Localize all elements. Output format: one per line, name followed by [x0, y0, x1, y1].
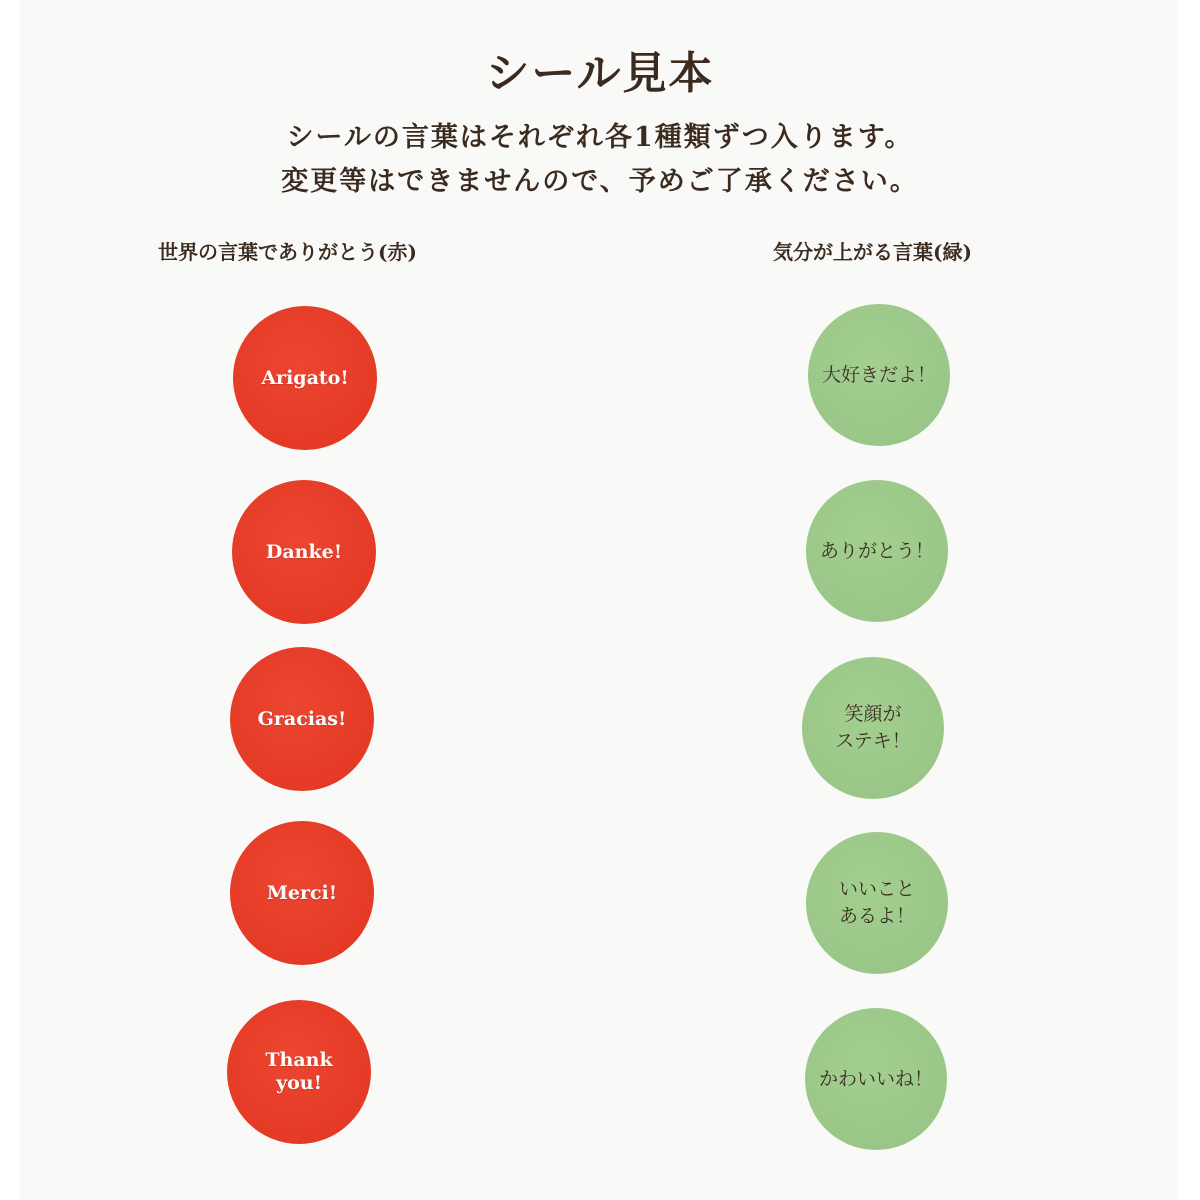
green-sticker-egao — [802, 657, 944, 799]
sticker-label: 大好きだよ！ — [821, 363, 936, 386]
green-column-heading: 気分が上がる言葉(緑) — [773, 240, 972, 264]
subtitle-line-1: シールの言葉はそれぞれ各1種類ずつ入ります。 — [286, 122, 914, 153]
green-sticker-kawaii — [805, 1008, 947, 1150]
red-column-heading: 世界の言葉でありがとう(赤) — [158, 240, 417, 264]
red-sticker-merci — [230, 821, 374, 965]
sticker-label: Gracias! — [257, 707, 347, 730]
sticker-label: Danke! — [265, 540, 343, 563]
page-title: シール見本 — [485, 48, 715, 99]
green-sticker-iikoto — [806, 832, 948, 974]
green-sticker-arigatou — [806, 480, 948, 622]
sticker-label: かわいいね！ — [818, 1067, 933, 1090]
sticker-label: ありがとう！ — [819, 539, 934, 562]
red-sticker-thank-you — [227, 1000, 371, 1144]
red-sticker-gracias — [230, 647, 374, 791]
subtitle-line-2: 変更等はできませんので、予めご了承ください。 — [281, 166, 919, 197]
sticker-label: Merci! — [266, 881, 338, 904]
sticker-label: いいこと あるよ！ — [838, 878, 915, 927]
sticker-label: 笑顔が ステキ！ — [835, 703, 911, 752]
sticker-label: Thank you! — [265, 1049, 333, 1094]
green-sticker-daisuki — [808, 304, 950, 446]
sticker-label: Arigato! — [261, 366, 349, 389]
red-sticker-arigato — [233, 306, 377, 450]
red-sticker-danke — [232, 480, 376, 624]
